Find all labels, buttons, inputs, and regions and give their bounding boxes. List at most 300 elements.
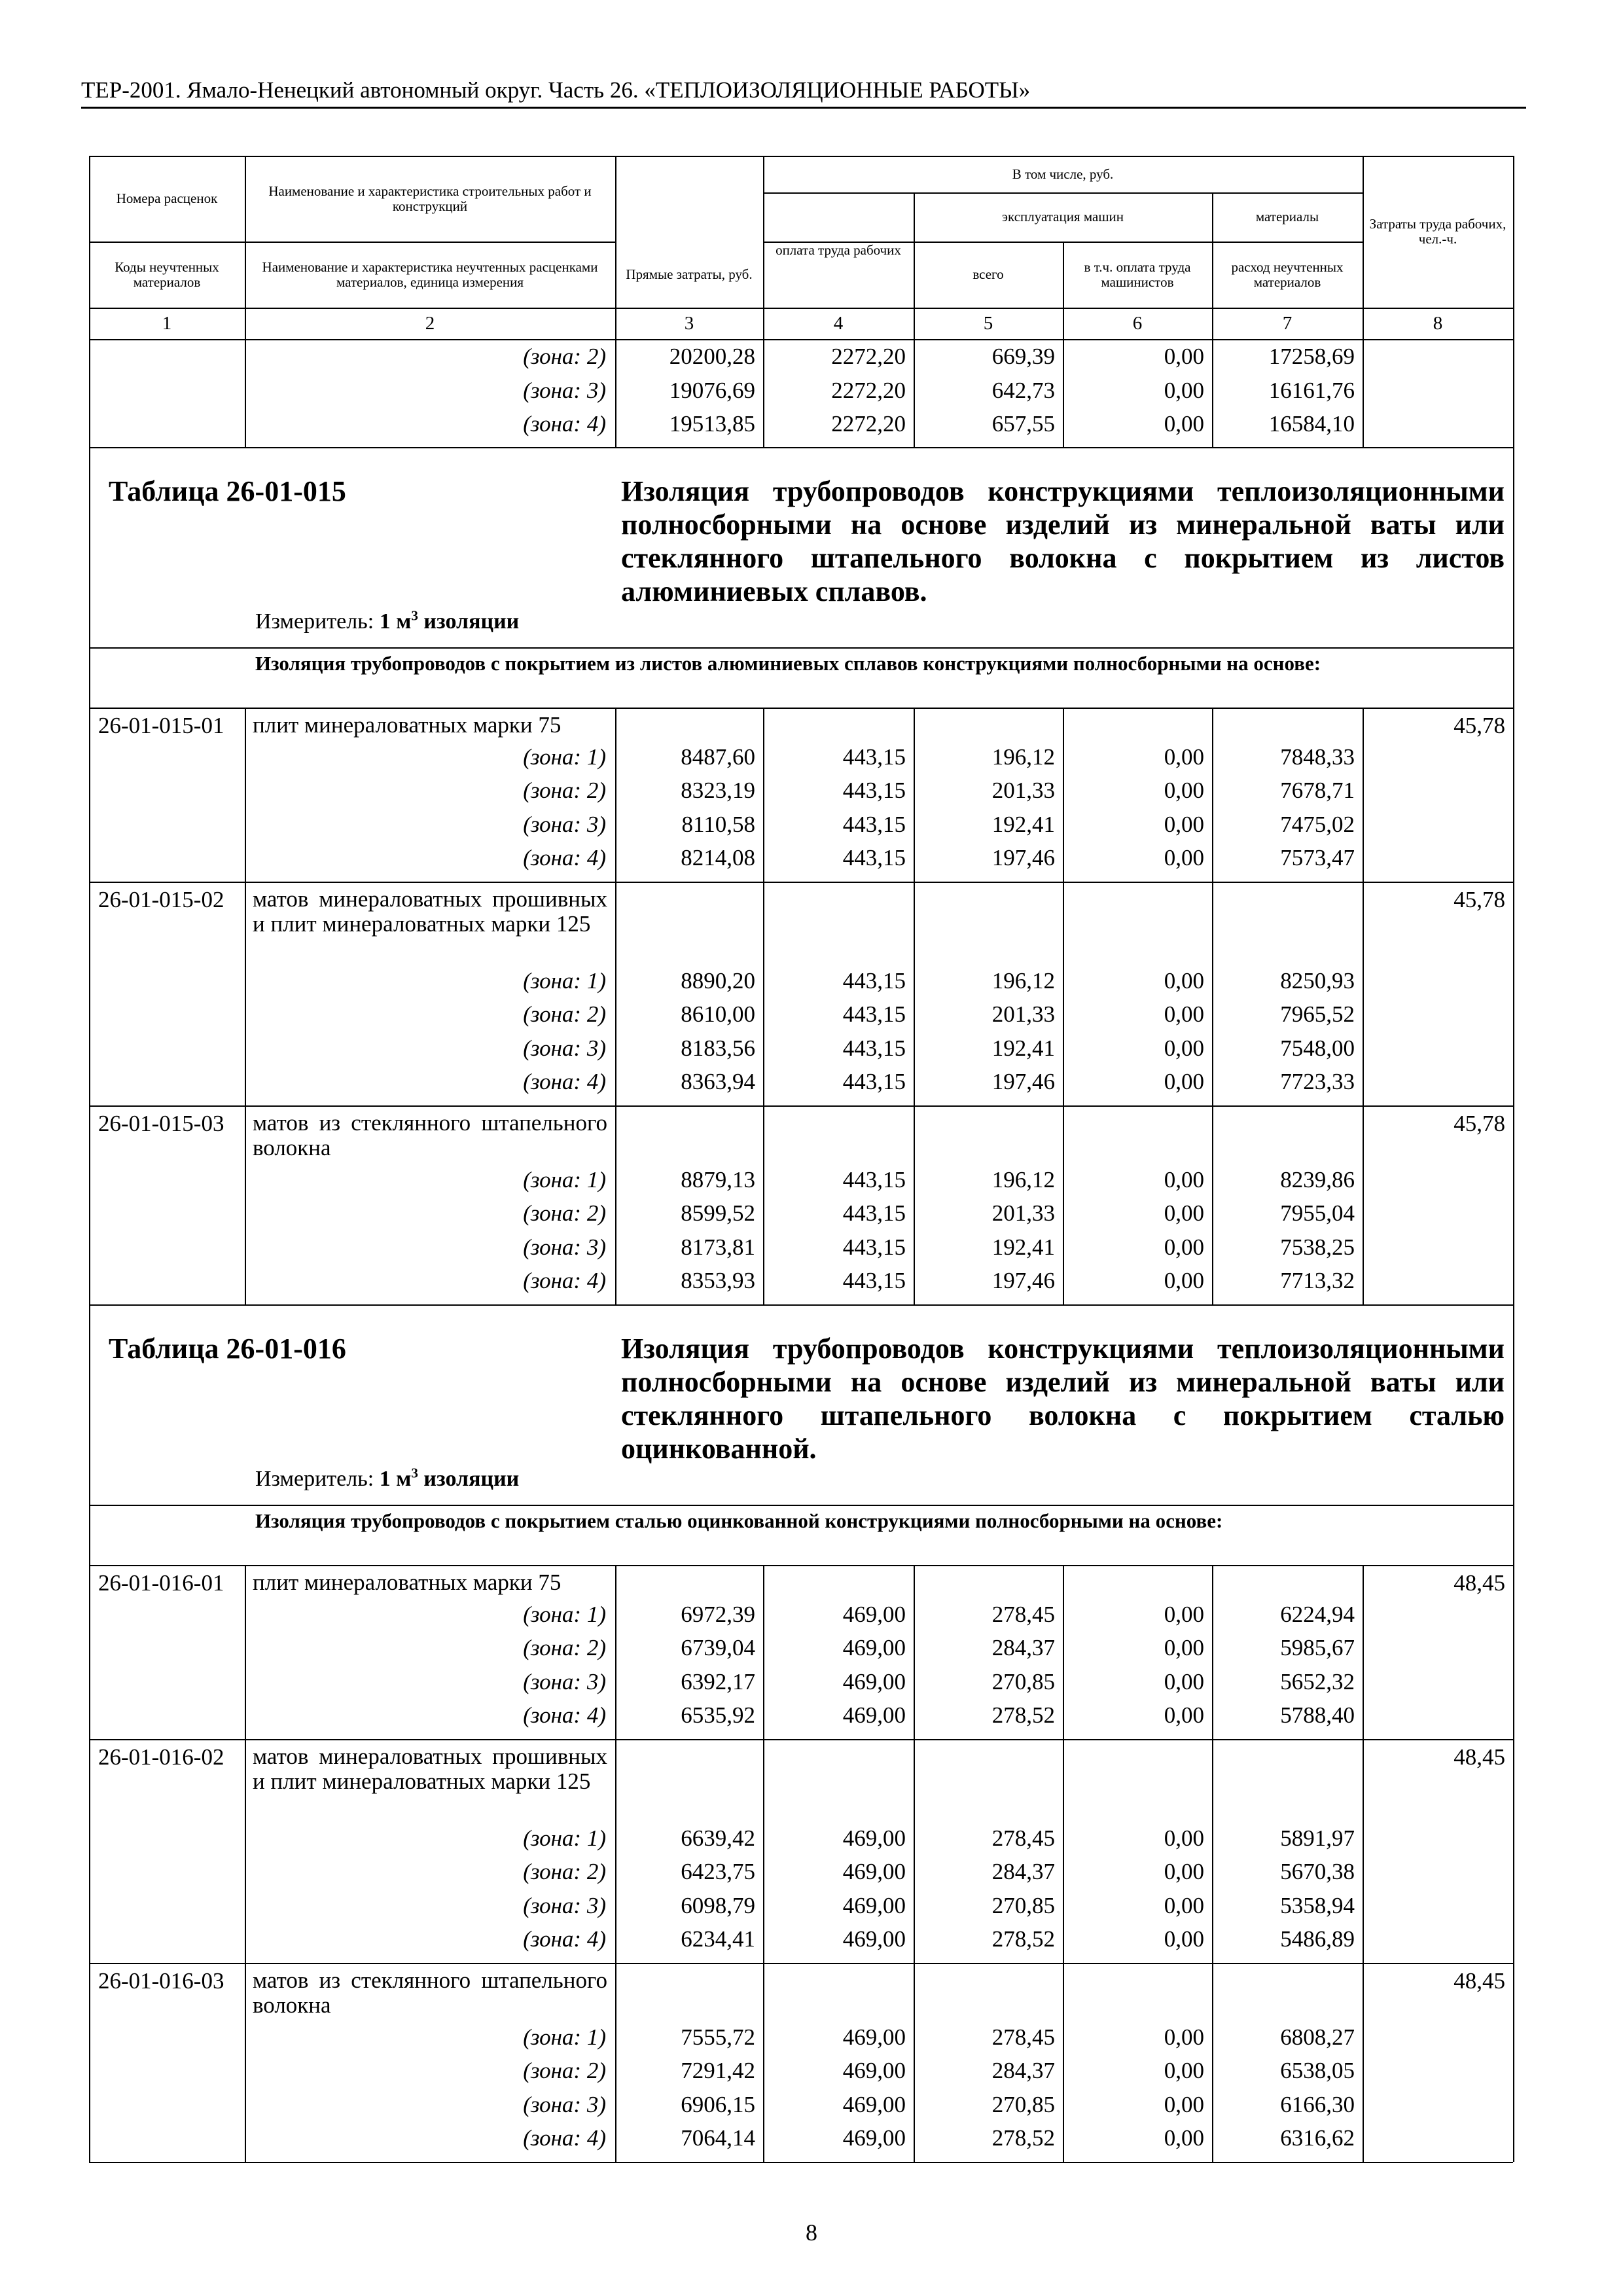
cell-value: 0,00 [1164, 1825, 1204, 1851]
grid-line [89, 1739, 1513, 1740]
rates-table [89, 156, 1513, 2151]
cell-value: 7475,02 [1280, 811, 1355, 837]
header-labor-pay: оплата труда рабочих [776, 242, 901, 258]
measure-label: Измеритель: [255, 1466, 374, 1491]
grid-line [1513, 708, 1514, 882]
grid-line [1212, 1739, 1213, 1963]
grid-line [1513, 882, 1514, 1105]
cell-value: 8183,56 [681, 1035, 755, 1061]
cell-value: 6538,05 [1280, 2058, 1355, 2083]
grid-line [89, 1739, 90, 1963]
cell-value: 7291,42 [681, 2058, 755, 2083]
cell-value: 469,00 [842, 2125, 906, 2151]
cell-value: 17258,69 [1268, 344, 1355, 369]
cell-value: 7573,47 [1280, 845, 1355, 870]
cell-value: 0,00 [1164, 411, 1204, 437]
cell-value: 443,15 [842, 1069, 906, 1094]
cell-value: 6098,79 [681, 1892, 755, 1918]
cell-value: 2272,20 [831, 411, 906, 437]
cell-value: 19076,69 [669, 377, 755, 403]
work-description: матов минераловатных прошивных и плит минераловатных марки 125 [253, 1743, 607, 1794]
column-number: 5 [983, 313, 993, 334]
cell-value: 201,33 [991, 1001, 1055, 1027]
cell-value: 0,00 [1164, 1702, 1204, 1728]
grid-line [1363, 339, 1364, 447]
cell-value: 443,15 [842, 845, 906, 870]
cell-value: 278,45 [991, 2024, 1055, 2050]
grid-line [914, 339, 915, 447]
cell-value: 278,52 [991, 2125, 1055, 2151]
cell-value: 443,15 [842, 1200, 906, 1226]
cell-value: 8323,19 [681, 778, 755, 803]
zone-label: (зона: 4) [523, 845, 606, 870]
cell-value: 443,15 [842, 1268, 906, 1293]
grid-line [1513, 647, 1514, 708]
cell-value: 278,45 [991, 1825, 1055, 1851]
table-title: Изоляция трубопроводов конструкциями теплоизоляционными полносборными на основе изделий из минеральной ваты или стеклянного штапельного волокна с покрытием сталью оцинкованной. [621, 1332, 1505, 1465]
cell-value: 0,00 [1164, 1166, 1204, 1193]
grid-line [1063, 882, 1064, 1105]
cell-value: 469,00 [842, 1859, 906, 1884]
work-description: матов из стеклянного штапельного волокна [253, 1109, 607, 1160]
grid-line [1212, 882, 1213, 1105]
cell-value: 0,00 [1164, 1268, 1204, 1293]
cell-value: 8487,60 [681, 744, 755, 770]
zone-label: (зона: 1) [523, 1601, 606, 1627]
grid-line [1513, 1963, 1514, 2162]
cell-value: 469,00 [842, 1601, 906, 1627]
cell-value: 6535,92 [681, 1702, 755, 1728]
work-description: плит минераловатных марки 75 [253, 1569, 562, 1595]
cell-value: 0,00 [1164, 845, 1204, 870]
cell-value: 0,00 [1164, 2024, 1204, 2050]
cell-value: 5358,94 [1280, 1892, 1355, 1918]
cell-value: 6639,42 [681, 1825, 755, 1851]
page-number: 8 [806, 2219, 817, 2246]
cell-value: 0,00 [1164, 1859, 1204, 1884]
grid-line [914, 882, 915, 1105]
grid-line [89, 2162, 1513, 2163]
grid-line [89, 1105, 90, 1304]
column-number: 3 [684, 313, 694, 334]
zone-label: (зона: 4) [523, 1069, 606, 1094]
grid-line [89, 1963, 1513, 1964]
grid-line [763, 708, 764, 882]
cell-value: 443,15 [842, 1035, 906, 1061]
cell-value: 5486,89 [1280, 1926, 1355, 1952]
grid-line [763, 339, 764, 447]
grid-line [89, 708, 90, 882]
cell-value: 657,55 [991, 411, 1055, 437]
grid-line [1063, 708, 1064, 882]
cell-value: 19513,85 [669, 411, 755, 437]
cell-value: 6166,30 [1280, 2091, 1355, 2117]
header-direct-costs: Прямые затраты, руб. [626, 266, 753, 282]
zone-label: (зона: 2) [523, 1859, 606, 1884]
cell-value: 669,39 [991, 344, 1055, 369]
cell-value: 6808,27 [1280, 2024, 1355, 2050]
cell-value: 284,37 [991, 1635, 1055, 1660]
grid-line [89, 339, 1513, 340]
cell-value: 278,52 [991, 1702, 1055, 1728]
column-number: 7 [1282, 313, 1293, 334]
grid-line [615, 339, 616, 447]
grid-line [89, 339, 90, 447]
grid-line [1063, 1963, 1064, 2162]
cell-value: 6906,15 [681, 2091, 755, 2117]
labor-hours: 45,78 [1454, 1110, 1505, 1136]
cell-value: 469,00 [842, 1635, 906, 1660]
cell-value: 6739,04 [681, 1635, 755, 1660]
cell-value: 2272,20 [831, 377, 906, 403]
cell-value: 6316,62 [1280, 2125, 1355, 2151]
measure-label: Измеритель: [255, 609, 374, 634]
grid-line [1363, 1105, 1364, 1304]
work-description: матов минераловатных прошивных и плит минераловатных марки 125 [253, 886, 607, 937]
cell-value: 196,12 [991, 744, 1055, 770]
cell-value: 0,00 [1164, 1601, 1204, 1627]
cell-value: 0,00 [1164, 2091, 1204, 2117]
cell-value: 0,00 [1164, 2125, 1204, 2151]
cell-value: 0,00 [1164, 1635, 1204, 1660]
cell-value: 0,00 [1164, 1234, 1204, 1260]
header-including: В том числе, руб. [1012, 166, 1114, 182]
cell-value: 196,12 [991, 967, 1055, 994]
cell-value: 469,00 [842, 2091, 906, 2117]
column-number: 1 [162, 313, 172, 334]
grid-line [1063, 1565, 1064, 1739]
grid-line [1513, 1565, 1514, 1739]
grid-line [914, 1963, 915, 2162]
grid-line [1363, 1963, 1364, 2162]
grid-line [89, 647, 90, 708]
cell-value: 20200,28 [669, 344, 755, 369]
table-label: Таблица 26-01-015 [109, 475, 346, 507]
labor-hours: 45,78 [1454, 886, 1505, 912]
measure [255, 609, 519, 634]
cell-value: 7678,71 [1280, 778, 1355, 803]
header-machinist-pay: в т.ч. оплата труда машинистов [1084, 259, 1191, 290]
grid-line [89, 882, 90, 1105]
cell-value: 284,37 [991, 2058, 1055, 2083]
cell-value: 0,00 [1164, 778, 1204, 803]
zone-label: (зона: 2) [523, 1635, 606, 1660]
grid-line [615, 1565, 616, 1739]
grid-line [763, 882, 764, 1105]
table-label: Таблица 26-01-016 [109, 1332, 346, 1365]
grid-line [89, 1505, 1513, 1506]
cell-value: 8173,81 [681, 1234, 755, 1260]
grid-line [1513, 1505, 1514, 1565]
grid-line [1212, 1565, 1213, 1739]
cell-value: 6392,17 [681, 1668, 755, 1695]
running-header: ТЕР-2001. Ямало-Ненецкий автономный округ. Часть 26. «ТЕПЛОИЗОЛЯЦИОННЫЕ РАБОТЫ» [81, 77, 1031, 103]
cell-value: 469,00 [842, 2058, 906, 2083]
cell-value: 8599,52 [681, 1200, 755, 1226]
cell-value: 0,00 [1164, 1200, 1204, 1226]
grid-line [1212, 1963, 1213, 2162]
measure-sup: 3 [411, 1465, 418, 1481]
column-number: 6 [1132, 313, 1143, 334]
zone-label: (зона: 2) [523, 344, 606, 369]
grid-line [245, 156, 246, 339]
cell-value: 8110,58 [681, 811, 755, 837]
zone-label: (зона: 1) [523, 1825, 606, 1851]
cell-value: 7064,14 [681, 2125, 755, 2151]
cell-value: 8879,13 [681, 1166, 755, 1193]
cell-value: 270,85 [991, 1668, 1055, 1695]
cell-value: 284,37 [991, 1859, 1055, 1884]
cell-value: 197,46 [991, 1069, 1055, 1094]
zone-label: (зона: 4) [523, 2125, 606, 2151]
grid-line [1513, 339, 1514, 447]
labor-hours: 48,45 [1454, 1570, 1505, 1596]
zone-label: (зона: 2) [523, 1200, 606, 1226]
cell-value: 7723,33 [1280, 1069, 1355, 1094]
cell-value: 0,00 [1164, 1892, 1204, 1918]
grid-line [1212, 708, 1213, 882]
cell-value: 0,00 [1164, 811, 1204, 837]
cell-value: 0,00 [1164, 1035, 1204, 1061]
cell-value: 6423,75 [681, 1859, 755, 1884]
cell-value: 7848,33 [1280, 744, 1355, 770]
grid-line [89, 1565, 90, 1739]
grid-line [914, 1565, 915, 1739]
grid-line [89, 1963, 90, 2162]
grid-line [615, 1963, 616, 2162]
grid-line [615, 1105, 616, 1304]
zone-label: (зона: 3) [523, 811, 606, 837]
zone-label: (зона: 4) [523, 1926, 606, 1952]
grid-line [89, 1304, 90, 1505]
cell-value: 278,52 [991, 1926, 1055, 1952]
cell-value: 469,00 [842, 1825, 906, 1851]
cell-value: 0,00 [1164, 2058, 1204, 2083]
cell-value: 5891,97 [1280, 1825, 1355, 1851]
cell-value: 192,41 [991, 1035, 1055, 1061]
cell-value: 469,00 [842, 2024, 906, 2050]
cell-value: 0,00 [1164, 344, 1204, 369]
grid-line [615, 708, 616, 882]
cell-value: 5985,67 [1280, 1635, 1355, 1660]
zone-label: (зона: 1) [523, 2024, 606, 2050]
cell-value: 201,33 [991, 778, 1055, 803]
header-material-codes: Коды неучтенных материалов [115, 259, 219, 290]
column-number: 4 [833, 313, 844, 334]
zone-label: (зона: 3) [523, 1035, 606, 1061]
cell-value: 0,00 [1164, 744, 1204, 770]
cell-value: 7538,25 [1280, 1234, 1355, 1260]
grid-line [763, 1565, 764, 1739]
labor-hours: 48,45 [1454, 1744, 1505, 1770]
zone-label: (зона: 4) [523, 1268, 606, 1293]
cell-value: 7713,32 [1280, 1268, 1355, 1293]
cell-value: 469,00 [842, 1892, 906, 1918]
zone-label: (зона: 4) [523, 411, 606, 437]
rate-code: 26-01-016-03 [98, 1967, 224, 1994]
cell-value: 196,12 [991, 1166, 1055, 1193]
cell-value: 270,85 [991, 2091, 1055, 2117]
measure [255, 1467, 519, 1492]
header-material-name: Наименование и характеристика неучтенных расценками материалов, единица измерения [262, 259, 598, 290]
header-materials: материалы [1255, 209, 1319, 224]
grid-line [1363, 708, 1364, 882]
column-number: 8 [1433, 313, 1443, 334]
cell-value: 443,15 [842, 811, 906, 837]
cell-value: 443,15 [842, 778, 906, 803]
cell-value: 0,00 [1164, 1926, 1204, 1952]
grid-line [1513, 447, 1514, 647]
header-rule [81, 107, 1526, 109]
measure-value: 1 м [379, 1466, 412, 1491]
rate-code: 26-01-015-01 [98, 712, 224, 738]
cell-value: 642,73 [991, 377, 1055, 403]
cell-value: 469,00 [842, 1926, 906, 1952]
rate-code: 26-01-015-03 [98, 1110, 224, 1136]
cell-value: 278,45 [991, 1601, 1055, 1627]
table-title: Изоляция трубопроводов конструкциями теплоизоляционными полносборными на основе изделий из минеральной ваты или стеклянного штапельного волокна с покрытием из листов алюминиевых сплавов. [621, 475, 1505, 607]
grid-line [1363, 1739, 1364, 1963]
header-labor-hours: Затраты труда рабочих, чел.-ч. [1369, 216, 1507, 247]
zone-label: (зона: 2) [523, 2058, 606, 2083]
cell-value: 192,41 [991, 811, 1055, 837]
grid-line [89, 447, 1513, 448]
cell-value: 8610,00 [681, 1001, 755, 1027]
work-description: плит минераловатных марки 75 [253, 711, 562, 738]
measure-unit: изоляции [423, 1466, 520, 1491]
grid-line [245, 1105, 246, 1304]
cell-value: 8239,86 [1280, 1166, 1355, 1193]
grid-line [763, 1963, 764, 2162]
grid-line [89, 882, 1513, 883]
cell-value: 5670,38 [1280, 1859, 1355, 1884]
grid-line [89, 1565, 1513, 1566]
zone-label: (зона: 1) [523, 967, 606, 994]
zone-label: (зона: 1) [523, 1166, 606, 1193]
zone-label: (зона: 3) [523, 1234, 606, 1260]
cell-value: 6224,94 [1280, 1601, 1355, 1627]
grid-line [1212, 339, 1213, 447]
labor-hours: 45,78 [1454, 712, 1505, 738]
grid-line [245, 882, 246, 1105]
grid-line [763, 1739, 764, 1963]
cell-value: 6234,41 [681, 1926, 755, 1952]
grid-line [615, 156, 616, 339]
grid-line [1363, 1565, 1364, 1739]
cell-value: 8353,93 [681, 1268, 755, 1293]
cell-value: 5788,40 [1280, 1702, 1355, 1728]
grid-line [89, 1505, 90, 1565]
header-machines: эксплуатация машин [1002, 209, 1124, 224]
measure-sup: 3 [411, 607, 418, 624]
grid-line [615, 1739, 616, 1963]
cell-value: 0,00 [1164, 1668, 1204, 1695]
zone-label: (зона: 3) [523, 2091, 606, 2117]
cell-value: 469,00 [842, 1668, 906, 1695]
grid-line [89, 1304, 1513, 1306]
grid-line [245, 708, 246, 882]
measure-unit: изоляции [423, 609, 520, 634]
section-intro: Изоляция трубопроводов с покрытием из листов алюминиевых сплавов конструкциями полносборными на основе: [255, 651, 1321, 675]
grid-line [763, 1105, 764, 1304]
grid-line [89, 308, 1513, 309]
cell-value: 6972,39 [681, 1601, 755, 1627]
cell-value: 201,33 [991, 1200, 1055, 1226]
cell-value: 8363,94 [681, 1069, 755, 1094]
zone-label: (зона: 1) [523, 744, 606, 770]
grid-line [245, 1963, 246, 2162]
grid-line [914, 1739, 915, 1963]
cell-value: 8250,93 [1280, 967, 1355, 994]
cell-value: 2272,20 [831, 344, 906, 369]
grid-line [1363, 882, 1364, 1105]
grid-line [245, 339, 246, 447]
cell-value: 443,15 [842, 1001, 906, 1027]
rate-code: 26-01-015-02 [98, 886, 224, 912]
grid-line [1063, 1105, 1064, 1304]
cell-value: 7548,00 [1280, 1035, 1355, 1061]
header-work-name: Наименование и характеристика строительных работ и конструкций [268, 183, 592, 214]
cell-value: 5652,32 [1280, 1668, 1355, 1695]
grid-line [245, 1739, 246, 1963]
zone-label: (зона: 3) [523, 1892, 606, 1918]
rate-code: 26-01-016-02 [98, 1744, 224, 1770]
grid-line [1212, 1105, 1213, 1304]
cell-value: 7965,52 [1280, 1001, 1355, 1027]
grid-line [89, 647, 1513, 649]
grid-line [89, 1105, 1513, 1107]
cell-value: 443,15 [842, 744, 906, 770]
cell-value: 443,15 [842, 1234, 906, 1260]
grid-line [245, 1565, 246, 1739]
column-number: 2 [425, 313, 435, 334]
grid-line [1513, 1105, 1514, 1304]
cell-value: 0,00 [1164, 967, 1204, 994]
grid-line [1063, 1739, 1064, 1963]
cell-value: 192,41 [991, 1234, 1055, 1260]
zone-label: (зона: 2) [523, 1001, 606, 1027]
cell-value: 443,15 [842, 967, 906, 994]
cell-value: 7955,04 [1280, 1200, 1355, 1226]
header-machines-total: всего [972, 266, 1004, 282]
grid-line [1513, 1304, 1514, 1505]
cell-value: 16584,10 [1268, 411, 1355, 437]
header-materials-usage: расход неучтенных материалов [1231, 259, 1344, 290]
grid-line [1363, 156, 1364, 339]
cell-value: 270,85 [991, 1892, 1055, 1918]
zone-label: (зона: 4) [523, 1702, 606, 1728]
rate-code: 26-01-016-01 [98, 1570, 224, 1596]
cell-value: 0,00 [1164, 1069, 1204, 1094]
cell-value: 469,00 [842, 1702, 906, 1728]
cell-value: 0,00 [1164, 1001, 1204, 1027]
grid-line [1063, 339, 1064, 447]
cell-value: 443,15 [842, 1166, 906, 1193]
grid-line [914, 708, 915, 882]
cell-value: 197,46 [991, 1268, 1055, 1293]
cell-value: 8890,20 [681, 967, 755, 994]
grid-line [1513, 156, 1514, 339]
labor-hours: 48,45 [1454, 1967, 1505, 1994]
zone-label: (зона: 3) [523, 377, 606, 403]
grid-line [89, 708, 1513, 709]
work-description: матов из стеклянного штапельного волокна [253, 1967, 607, 2018]
zone-label: (зона: 2) [523, 778, 606, 803]
grid-line [615, 882, 616, 1105]
measure-value: 1 м [379, 609, 412, 634]
cell-value: 7555,72 [681, 2024, 755, 2050]
section-intro: Изоляция трубопроводов с покрытием сталью оцинкованной конструкциями полносборными на основе: [255, 1509, 1223, 1532]
